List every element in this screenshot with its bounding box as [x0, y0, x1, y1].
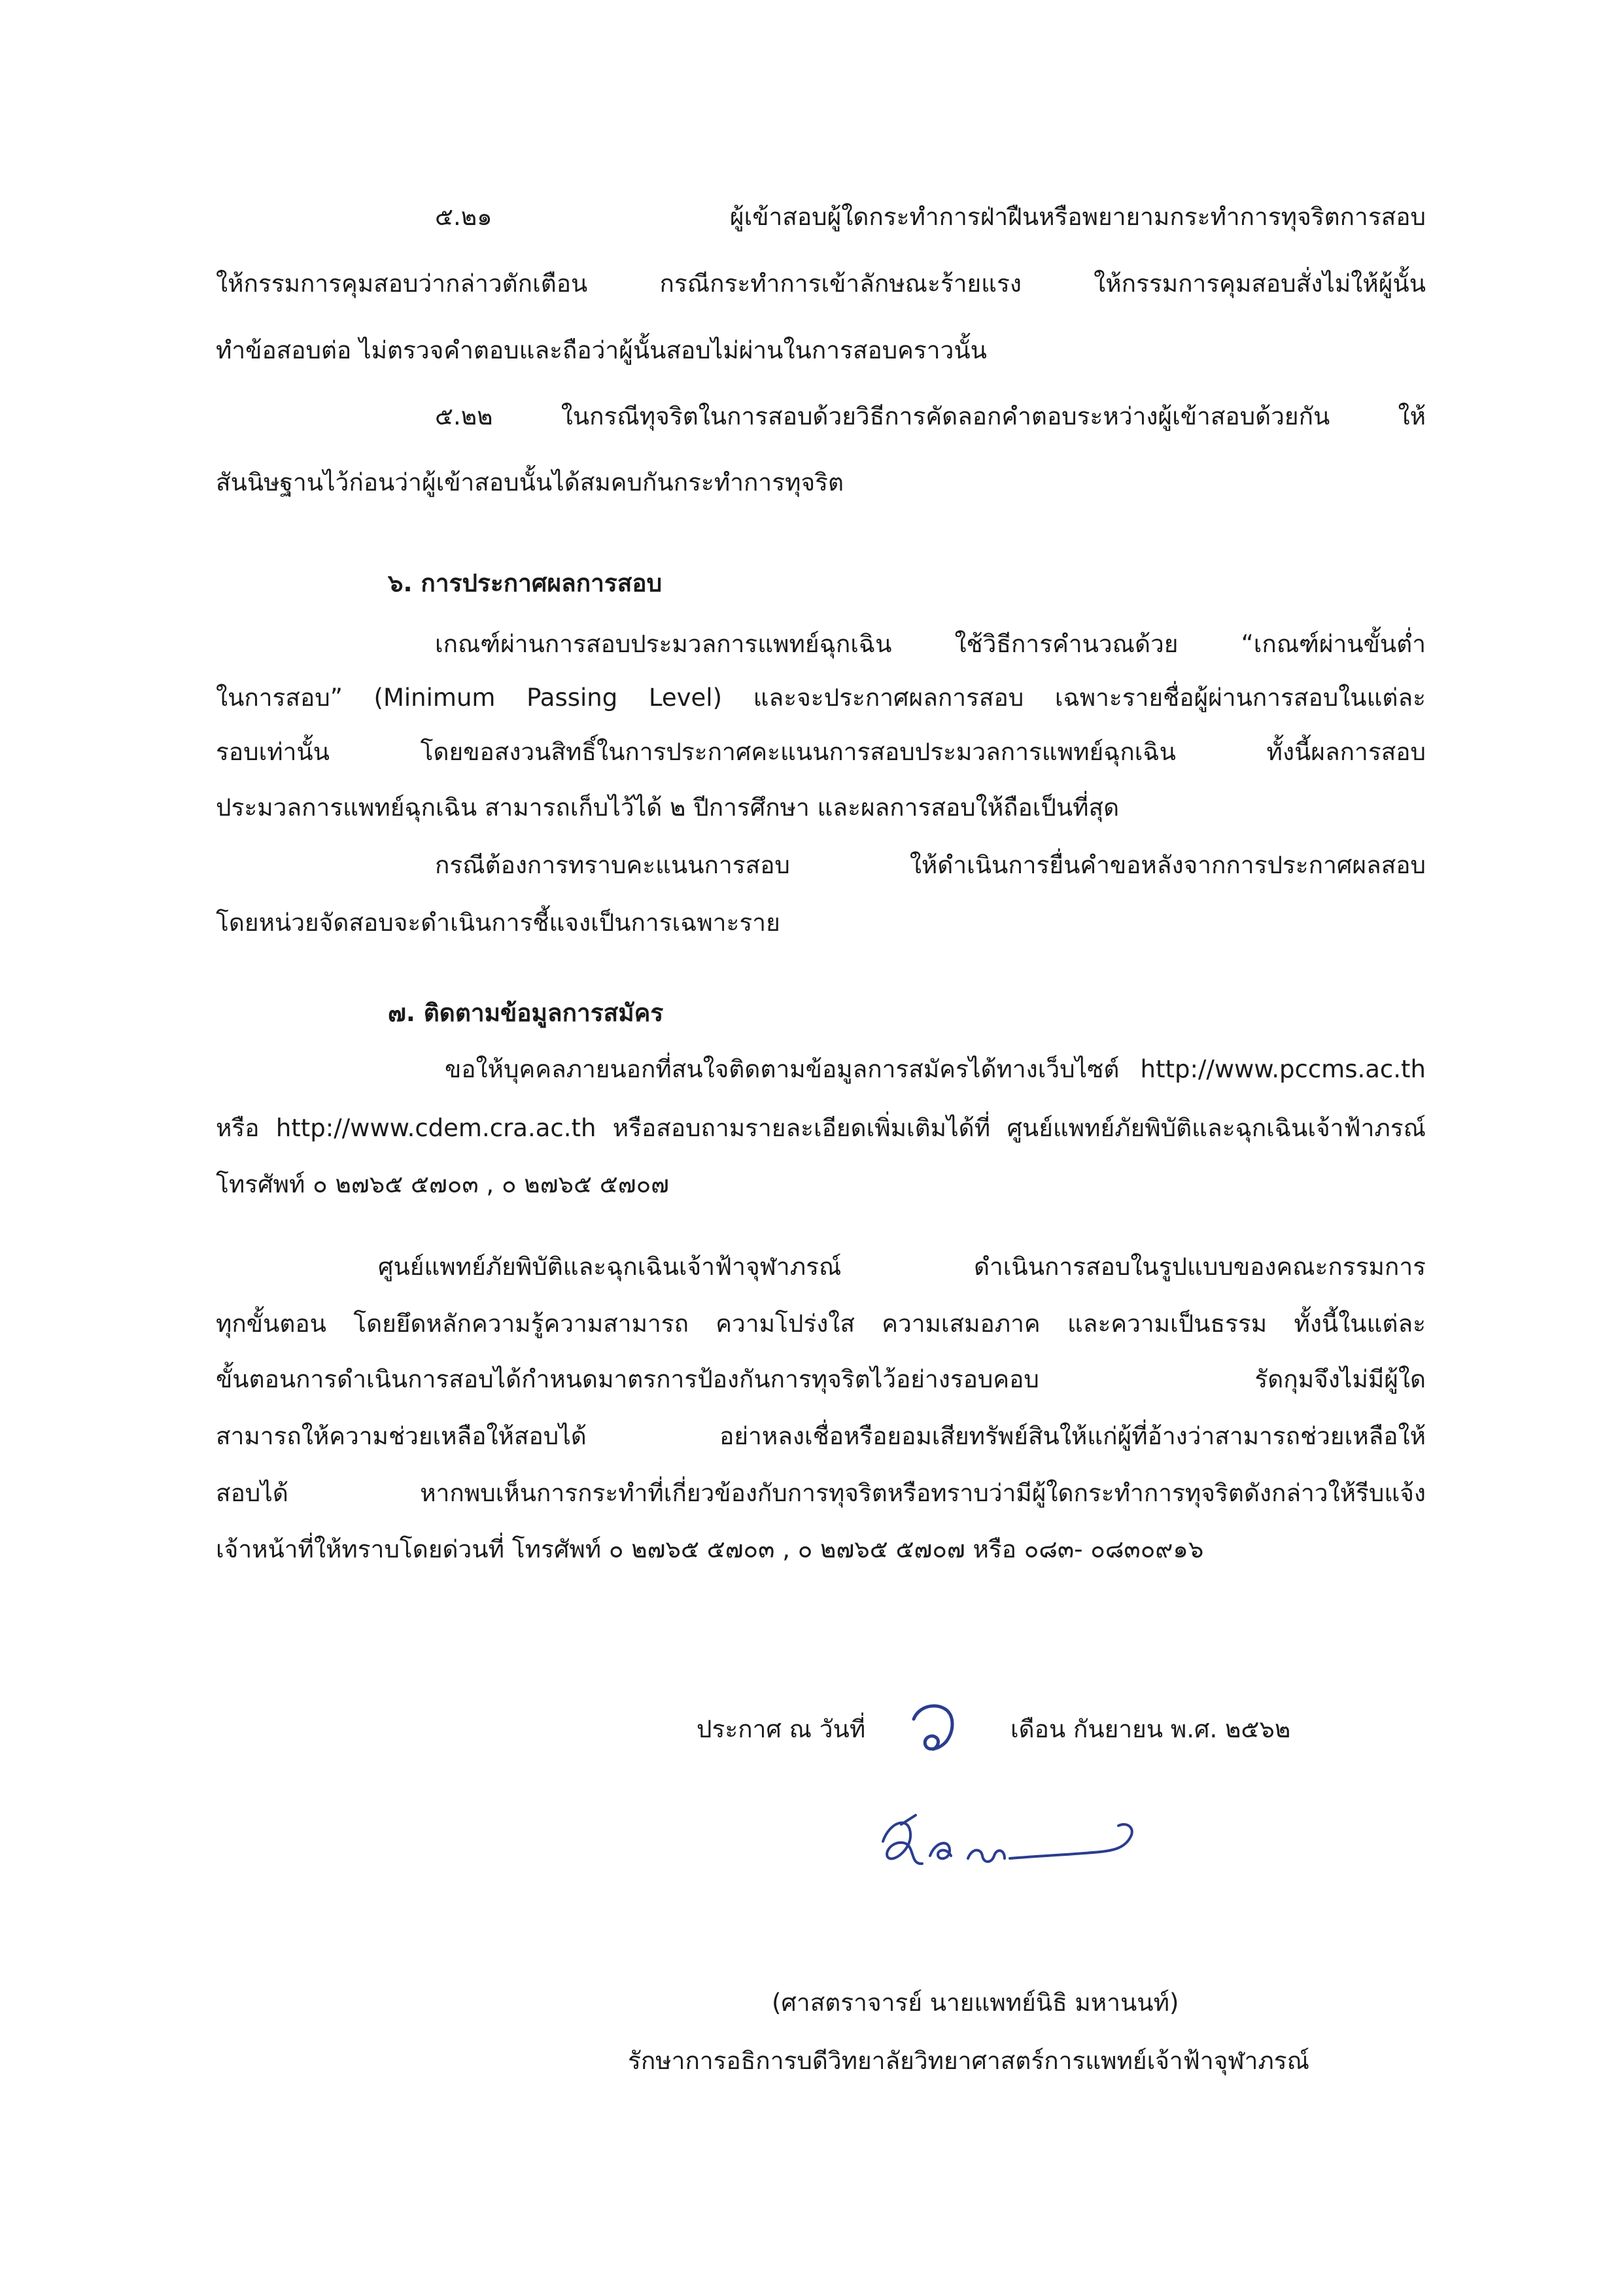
announcement-suffix: เดือน กันยายน พ.ศ. ๒๕๖๒ [1010, 1715, 1291, 1743]
announcement-prefix: ประกาศ ณ วันที่ [697, 1715, 866, 1743]
paragraph-line: ขอให้บุคคลภายนอกที่สนใจติดตามข้อมูลการสมัครได้ทางเว็บไซต์ http://www.pccms.ac.th [445, 1055, 1426, 1083]
paragraph-line: ประมวลการแพทย์ฉุกเฉิน สามารถเก็บไว้ได้ ๒ ปีการศึกษา และผลการสอบให้ถือเป็นที่สุด [216, 793, 1120, 822]
paragraph-line: โดยหน่วยจัดสอบจะดำเนินการชี้แจงเป็นการเฉพาะราย [216, 909, 780, 937]
paragraph-line: ศูนย์แพทย์ภัยพิบัติและฉุกเฉินเจ้าฟ้าจุฬาภรณ์ ดำเนินการสอบในรูปแบบของคณะกรรมการ [378, 1253, 1426, 1281]
paragraph-line: รอบเท่านั้น โดยขอสงวนสิทธิ์ในการประกาศคะแนนการสอบประมวลการแพทย์ฉุกเฉิน ทั้งนี้ผลการสอบ [216, 738, 1426, 766]
section-7-heading: ๗. ติดตามข้อมูลการสมัคร [388, 999, 664, 1027]
handwritten-signature [870, 1796, 1145, 1881]
signatory-position: รักษาการอธิการบดีวิทยาลัยวิทยาศาสตร์การแพทย์เจ้าฟ้าจุฬาภรณ์ [628, 2047, 1309, 2075]
paragraph-line: ให้กรรมการคุมสอบว่ากล่าวตักเตือน กรณีกระทำการเข้าลักษณะร้ายแรง ให้กรรมการคุมสอบสั่งไม่ให้ผู้นั้น [216, 270, 1426, 298]
paragraph-line: ขั้นตอนการดำเนินการสอบได้กำหนดมาตรการป้องกันการทุจริตไว้อย่างรอบคอบ รัดกุมจึงไม่มีผู้ใด [216, 1365, 1426, 1393]
paragraph-line: ในการสอบ” (Minimum Passing Level) และจะประกาศผลการสอบ เฉพาะรายชื่อผู้ผ่านการสอบในแต่ละ [216, 684, 1426, 712]
handwritten-day-numeral [899, 1688, 965, 1760]
paragraph-line: ทุกขั้นตอน โดยยึดหลักความรู้ความสามารถ ความโปร่งใส ความเสมอภาค และความเป็นธรรม ทั้งนี้ในแต่ละ [216, 1310, 1426, 1338]
paragraph-line: สามารถให้ความช่วยเหลือให้สอบได้ อย่าหลงเชื่อหรือยอมเสียทรัพย์สินให้แก่ผู้ที่อ้างว่าสามารถช่วยเหลือให้ [216, 1422, 1426, 1450]
paragraph-line: ๕.๒๑ ผู้เข้าสอบผู้ใดกระทำการฝ่าฝืนหรือพยายามกระทำการทุจริตการสอบ [435, 203, 1426, 231]
paragraph-line: ทำข้อสอบต่อ ไม่ตรวจคำตอบและถือว่าผู้นั้นสอบไม่ผ่านในการสอบคราวนั้น [216, 336, 987, 364]
paragraph-line: ๕.๒๒ ในกรณีทุจริตในการสอบด้วยวิธีการคัดลอกคำตอบระหว่างผู้เข้าสอบด้วยกัน ให้ [435, 402, 1426, 430]
paragraph-line: สอบได้ หากพบเห็นการกระทำที่เกี่ยวข้องกับการทุจริตหรือทราบว่ามีผู้ใดกระทำการทุจริตดังกล่าวให้รีบแจ้ง [216, 1479, 1426, 1507]
paragraph-line: หรือ http://www.cdem.cra.ac.th หรือสอบถามรายละเอียดเพิ่มเติมได้ที่ ศูนย์แพทย์ภัยพิบัติและฉุกเฉินเจ้าฟ้าภรณ์ [216, 1114, 1426, 1142]
paragraph-line: เจ้าหน้าที่ให้ทราบโดยด่วนที่ โทรศัพท์ ๐ ๒๗๖๕ ๕๗๐๓ , ๐ ๒๗๖๕ ๕๗๐๗ หรือ ๐๘๓- ๐๘๓๐๙๑๖ [216, 1535, 1204, 1563]
paragraph-line: เกณฑ์ผ่านการสอบประมวลการแพทย์ฉุกเฉิน ใช้วิธีการคำนวณด้วย “เกณฑ์ผ่านขั้นต่ำ [435, 630, 1426, 658]
signatory-name: (ศาสตราจารย์ นายแพทย์นิธิ มหานนท์) [772, 1989, 1179, 2017]
paragraph-line: สันนิษฐานไว้ก่อนว่าผู้เข้าสอบนั้นได้สมคบกันกระทำการทุจริต [216, 468, 844, 496]
section-6-heading: ๖. การประกาศผลการสอบ [388, 569, 663, 597]
paragraph-line: กรณีต้องการทราบคะแนนการสอบ ให้ดำเนินการยื่นคำขอหลังจากการประกาศผลสอบ [435, 851, 1426, 879]
paragraph-line: โทรศัพท์ ๐ ๒๗๖๕ ๕๗๐๓ , ๐ ๒๗๖๕ ๕๗๐๗ [216, 1170, 669, 1198]
